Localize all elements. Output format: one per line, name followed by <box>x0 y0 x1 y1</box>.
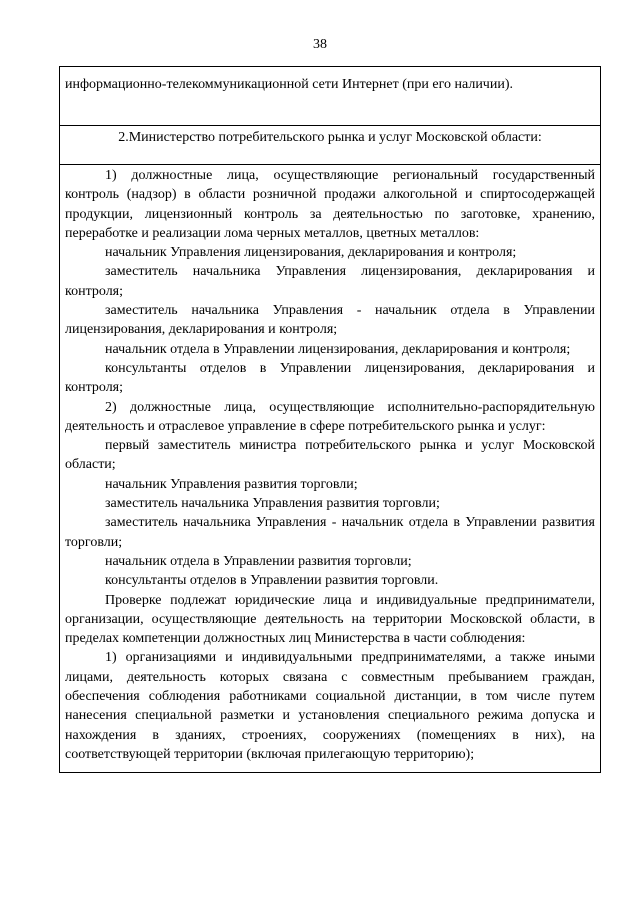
list-item: начальник отдела в Управлении лицензирования, декларирования и контроля; <box>105 341 571 357</box>
list-item: консультанты отделов в Управлении лицензирования, декларирования и контроля; <box>65 360 595 396</box>
table-cell-body <box>60 165 601 773</box>
list-item: начальник Управления развития торговли; <box>105 476 358 492</box>
list-item: заместитель начальника Управления - начальник отдела в Управлении развития торговли; <box>65 515 595 550</box>
continuation-text: информационно-телекоммуникационной сети Интернет (при его наличии). <box>65 77 513 92</box>
list-item: начальник Управления лицензирования, декларирования и контроля; <box>105 245 517 261</box>
table-cell-continuation <box>60 67 601 126</box>
ministry-heading: 2.Министерство потребительского рынка и услуг Московской области: <box>60 126 601 165</box>
list-item: заместитель начальника Управления - начальник отдела в Управлении лицензирования, декларирования и контроля; <box>65 303 595 338</box>
paragraph-inspection-subjects: Проверке подлежат юридические лица и индивидуальные предприниматели, организации, осуществляющие деятельность на территории Московской области, в пределах компетенции должностных лиц Министерства в части соблюдения: <box>65 592 595 647</box>
table-row-continuation <box>60 67 601 126</box>
list-item: заместитель начальника Управления развития торговли; <box>105 496 440 512</box>
list-item: заместитель начальника Управления лицензирования, декларирования и контроля; <box>65 264 595 299</box>
list-item: консультанты отделов в Управлении развития торговли. <box>105 573 439 589</box>
list-item: первый заместитель министра потребительского рынка и услуг Московской области; <box>65 438 595 473</box>
table-row-body <box>60 165 601 773</box>
paragraph-social-distance: 1) организациями и индивидуальными предпринимателями, а также иными лицами, деятельность которых связана с совместным пребыванием граждан, обеспечения соблюдения работниками социальной дистанции, в том числе путем нанесения специальной разметки и установления специального режима допуска и нахождения в зданиях, строениях, сооружениях (помещениях в них), на соответствующей территории (включая прилегающую территорию); <box>65 650 595 762</box>
table-row-heading <box>60 126 601 165</box>
paragraph-officials-management: 2) должностные лица, осуществляющие исполнительно-распорядительную деятельность и отраслевое управление в сфере потребительского рынка и услуг: <box>65 399 595 434</box>
list-item: начальник отдела в Управлении развития торговли; <box>105 553 412 569</box>
document-table <box>59 66 601 773</box>
page-number: 38 <box>313 37 327 52</box>
paragraph-officials-control: 1) должностные лица, осуществляющие региональный государственный контроль (надзор) в области розничной продажи алкогольной и спиртосодержащей продукции, лицензионный контроль за деятельностью по заготовке, хранению, переработке и реализации лома черных металлов, цветных металлов: <box>65 168 595 241</box>
